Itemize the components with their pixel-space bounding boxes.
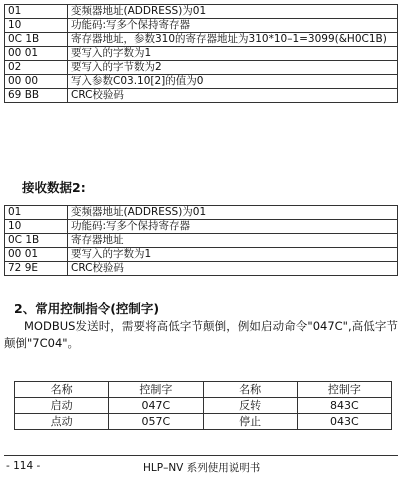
- table-cell: 043C: [297, 414, 391, 430]
- table-row: [15, 414, 392, 430]
- byte-description: 变频器地址(ADDRESS)为01: [68, 206, 398, 220]
- body-paragraph: MODBUS发送时，需要将高低字节颠倒，例如启动命令"047C",高低字节颠倒"7C04"。: [4, 319, 398, 350]
- table-row: [5, 75, 398, 89]
- table-cell: 843C: [297, 398, 391, 414]
- footer-divider: [4, 455, 398, 456]
- byte-description: 变频器地址(ADDRESS)为01: [68, 5, 398, 19]
- table-cell: 点动: [15, 414, 109, 430]
- byte-code: 01: [5, 5, 68, 19]
- byte-description: 要写入的字数为1: [68, 248, 398, 262]
- table-cell: 停止: [203, 414, 297, 430]
- table-cell: 启动: [15, 398, 109, 414]
- byte-description: 寄存器地址，参数310的寄存器地址为310*10–1=3099(&H0C1B): [68, 33, 398, 47]
- byte-description: 功能码:写多个保持寄存器: [68, 19, 398, 33]
- column-header: 控制字: [297, 382, 391, 398]
- table-row: [5, 33, 398, 47]
- column-header: 名称: [15, 382, 109, 398]
- table-cell: 047C: [109, 398, 203, 414]
- table-cell: 反转: [203, 398, 297, 414]
- table-row: [5, 234, 398, 248]
- table-row: [5, 206, 398, 220]
- byte-code: 00 01: [5, 248, 68, 262]
- byte-code: 01: [5, 206, 68, 220]
- send-data-table: [4, 4, 398, 103]
- table-row: [5, 89, 398, 103]
- table-row: [5, 262, 398, 276]
- byte-code: 10: [5, 220, 68, 234]
- manual-title: HLP–NV 系列使用说明书: [143, 462, 261, 474]
- column-header: 控制字: [109, 382, 203, 398]
- page-number: - 114 -: [6, 460, 41, 472]
- section-heading: 2、常用控制指令(控制字): [14, 301, 160, 316]
- byte-description: 要写入的字节数为2: [68, 61, 398, 75]
- table-row: [5, 248, 398, 262]
- byte-code: 0C 1B: [5, 33, 68, 47]
- byte-description: CRC校验码: [68, 89, 398, 103]
- byte-code: 69 BB: [5, 89, 68, 103]
- byte-code: 10: [5, 19, 68, 33]
- byte-code: 02: [5, 61, 68, 75]
- byte-description: 写入参数C03.10[2]的值为0: [68, 75, 398, 89]
- table-cell: 057C: [109, 414, 203, 430]
- byte-description: 要写入的字数为1: [68, 47, 398, 61]
- byte-description: 寄存器地址: [68, 234, 398, 248]
- table-header-row: [15, 382, 392, 398]
- byte-code: 00 00: [5, 75, 68, 89]
- byte-code: 0C 1B: [5, 234, 68, 248]
- table-row: [5, 61, 398, 75]
- table-row: [5, 19, 398, 33]
- control-word-table: [14, 381, 392, 430]
- table-row: [15, 398, 392, 414]
- byte-code: 00 01: [5, 47, 68, 61]
- receive-data-table: [4, 205, 398, 276]
- receive-data-heading: 接收数据2:: [22, 180, 86, 195]
- byte-code: 72 9E: [5, 262, 68, 276]
- table-row: [5, 220, 398, 234]
- byte-description: 功能码:写多个保持寄存器: [68, 220, 398, 234]
- table-row: [5, 5, 398, 19]
- table-row: [5, 47, 398, 61]
- byte-description: CRC校验码: [68, 262, 398, 276]
- column-header: 名称: [203, 382, 297, 398]
